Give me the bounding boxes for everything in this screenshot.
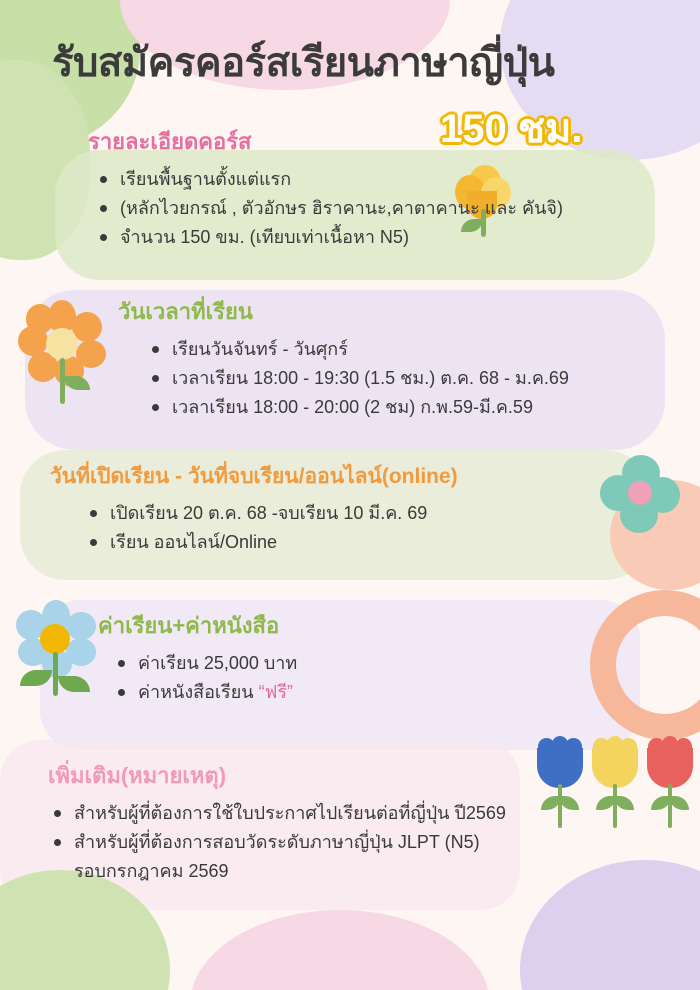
section-heading: ค่าเรียน+ค่าหนังสือ — [98, 613, 280, 638]
section-additional-notes — [48, 758, 506, 886]
yellow-tulip-icon — [592, 748, 638, 828]
list-item: สำหรับผู้ที่ต้องการใช้ใบประกาศไปเรียนต่อที่ญี่ปุ่น ปี2569 — [48, 799, 506, 828]
section-heading: รายละเอียดคอร์ส — [88, 129, 252, 154]
list-item: เวลาเรียน 18:00 - 20:00 (2 ชม) ก.พ.59-มี.ค.59 — [146, 393, 569, 422]
section-tuition-and-books — [98, 608, 297, 707]
list-item: สำหรับผู้ที่ต้องการสอบวัดระดับภาษาญี่ปุ่น JLPT (N5) — [48, 828, 506, 857]
book-fee-label: ค่าหนังสือเรียน — [138, 682, 259, 703]
list-item-book-fee — [112, 678, 297, 707]
hours-badge: 150 ชม. — [440, 107, 583, 151]
decor-blob-bottom-right — [520, 860, 700, 990]
list-item: เปิดเรียน 20 ต.ค. 68 -จบเรียน 10 มี.ค. 69 — [84, 499, 458, 528]
list-item: (หลักไวยกรณ์ , ตัวอักษร ฮิราคานะ,คาตาคานะ และ คันจิ) — [94, 194, 563, 223]
section-item-list — [48, 799, 506, 886]
blue-tulip-icon — [537, 748, 583, 828]
list-item: จำนวน 150 ขม. (เทียบเท่าเนื้อหา N5) — [94, 223, 563, 252]
list-item: เวลาเรียน 18:00 - 19:30 (1.5 ชม.) ต.ค. 68 - ม.ค.69 — [146, 364, 569, 393]
blue-daisy-flower — [14, 600, 100, 700]
orange-daisy-flower — [18, 300, 108, 410]
section-heading: เพิ่มเติม(หมายเหตุ) — [48, 763, 227, 788]
teal-clover-flower — [600, 455, 680, 535]
book-fee-free: “ฟรี” — [258, 682, 293, 703]
list-item: ค่าเรียน 25,000 บาท — [112, 649, 297, 678]
section-item-list — [112, 649, 297, 707]
red-tulip-icon — [647, 748, 693, 828]
section-item-list — [94, 165, 563, 252]
section-start-end-dates — [50, 460, 458, 557]
list-item: เรียนพื้นฐานตั้งแต่แรก — [94, 165, 563, 194]
section-course-details — [88, 124, 563, 252]
page-title: รับสมัครคอร์สเรียนภาษาญี่ปุ่น — [52, 41, 555, 85]
decor-blob-bottom-mid — [190, 910, 490, 990]
section-heading: วันเวลาที่เรียน — [118, 299, 253, 324]
list-item: เรียน ออนไลน์/Online — [84, 528, 458, 557]
section-item-list — [84, 499, 458, 557]
list-item-continuation: รอบกรกฎาคม 2569 — [74, 861, 229, 882]
section-heading: วันที่เปิดเรียน - วันที่จบเรียน/ออนไลน์(online) — [50, 465, 458, 488]
list-item: เรียนวันจันทร์ - วันศุกร์ — [146, 335, 569, 364]
section-item-list — [146, 335, 569, 422]
section-class-schedule — [118, 294, 569, 422]
